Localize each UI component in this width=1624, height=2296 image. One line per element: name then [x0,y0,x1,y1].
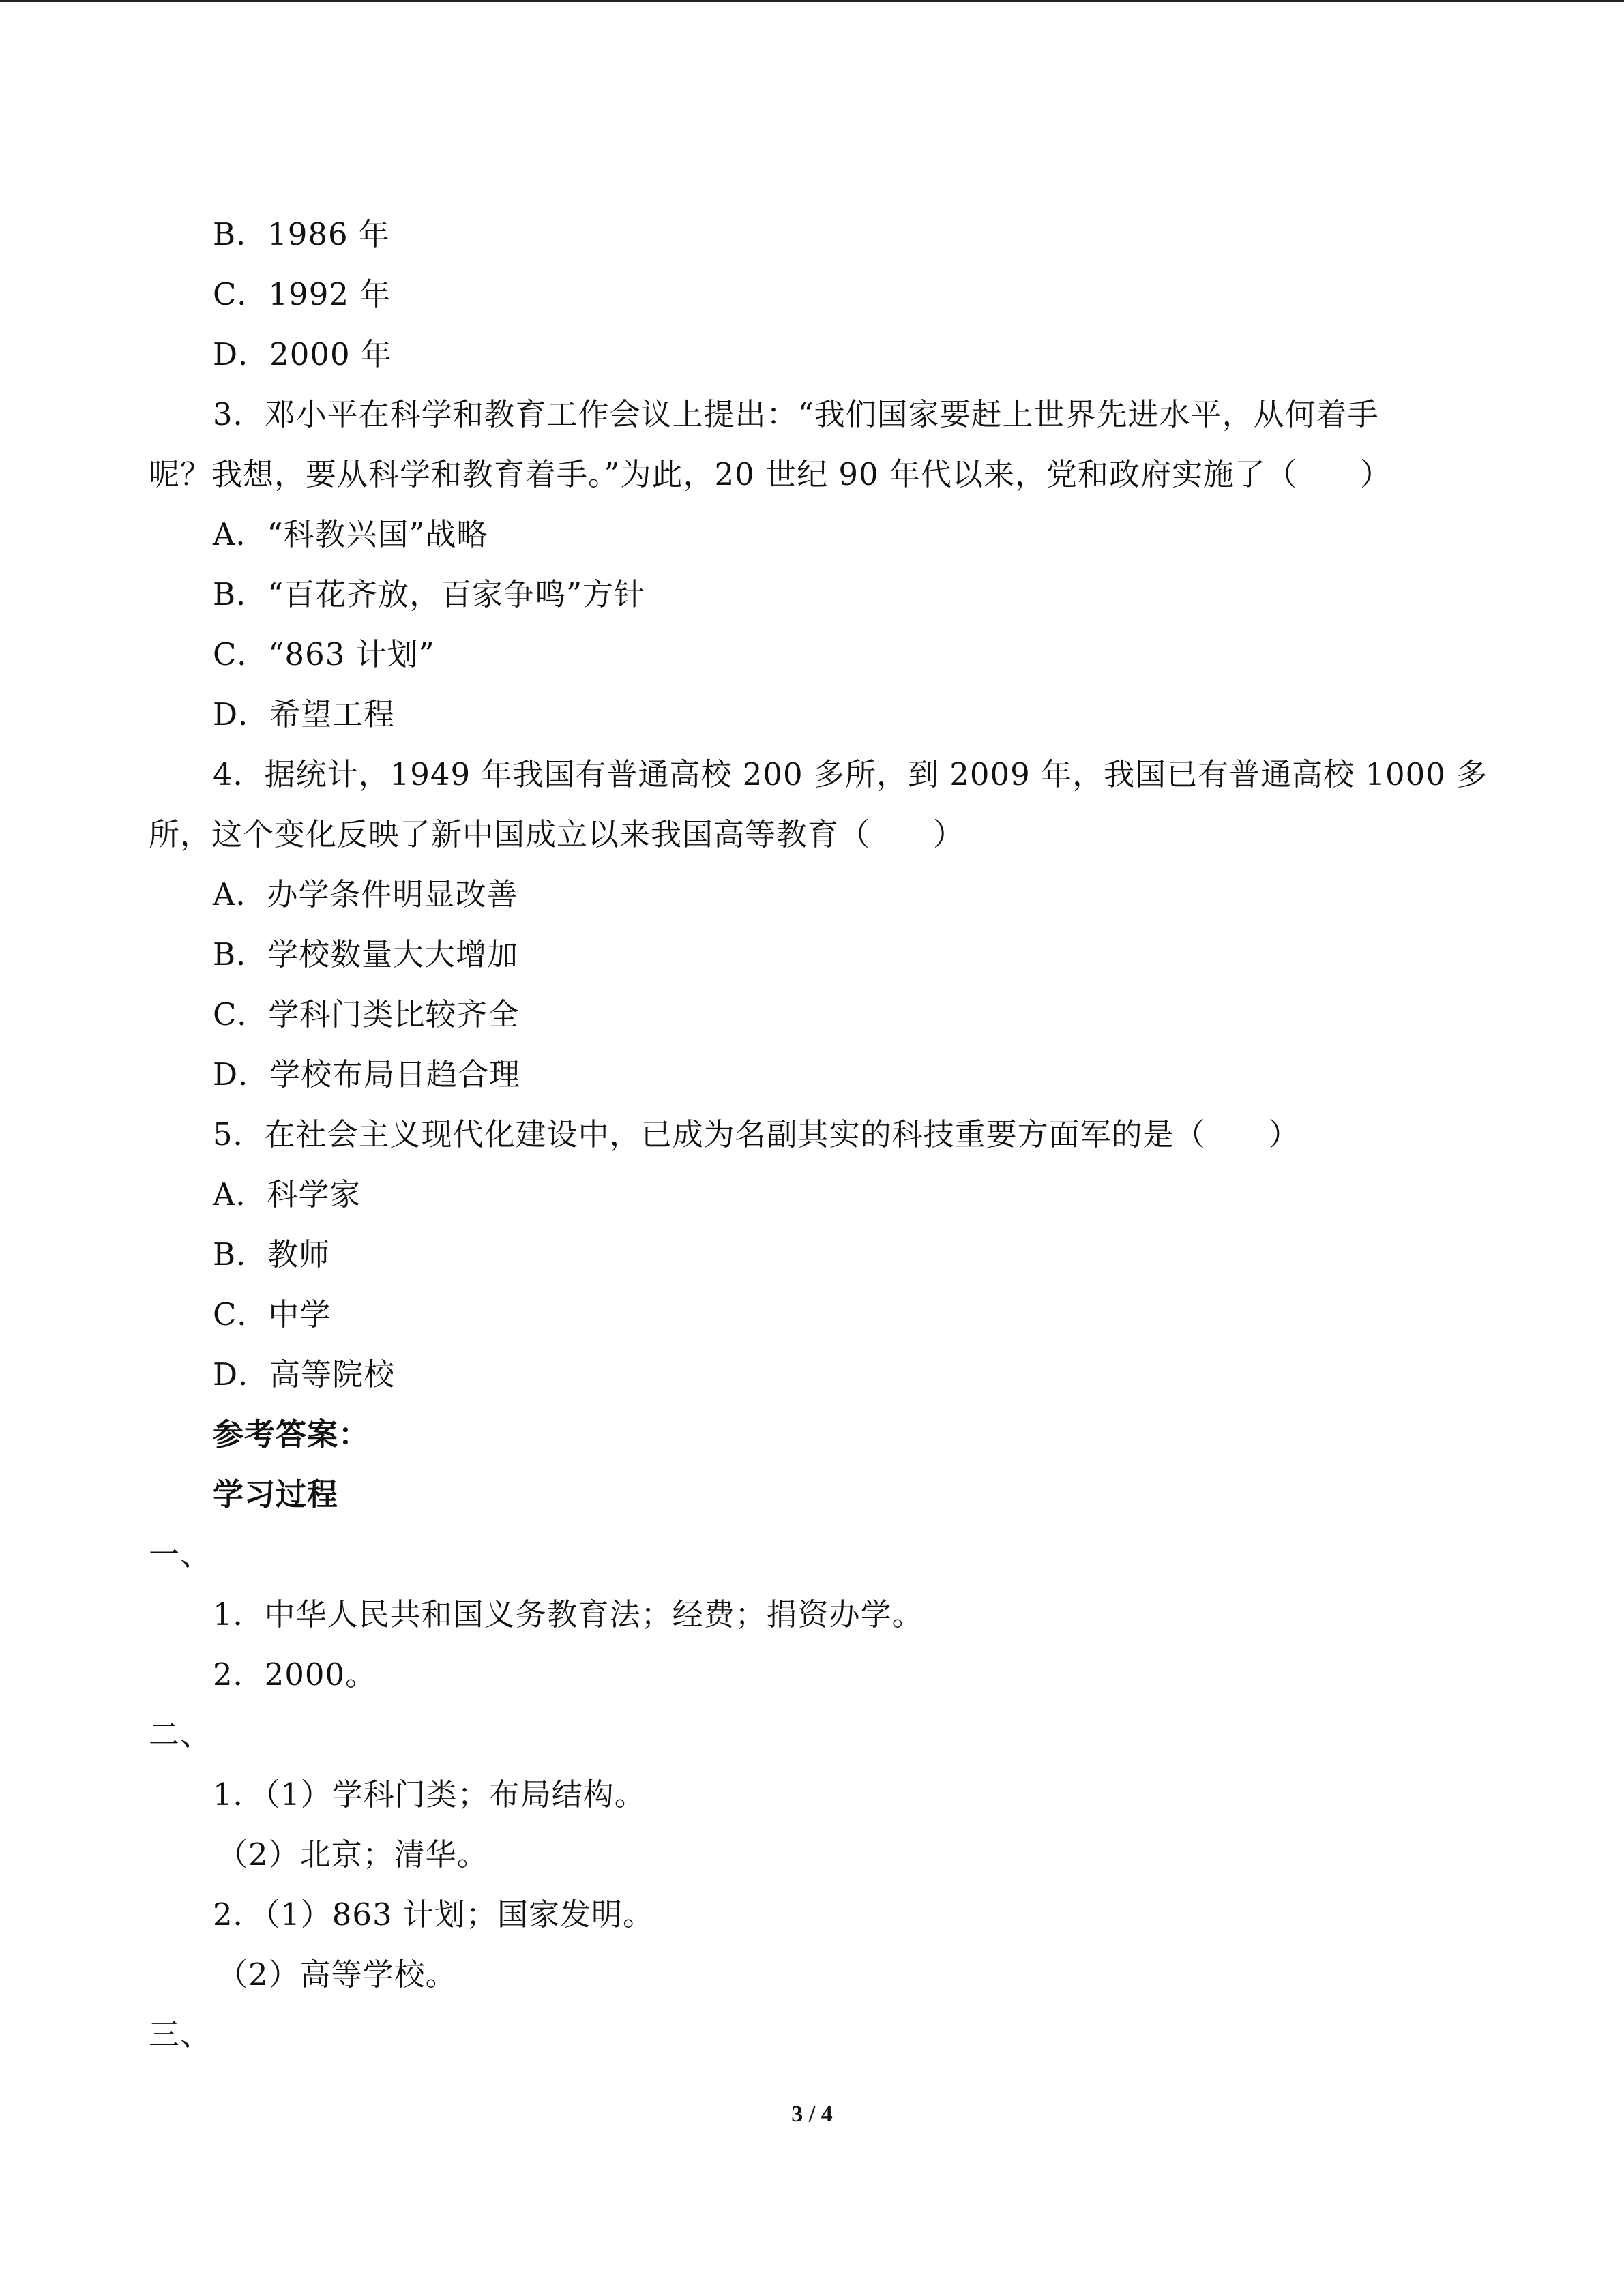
q5-option-d: D．高等院校 [213,1356,396,1392]
q5-option-a: A．科学家 [213,1176,361,1212]
q3-option-b: B．“百花齐放，百家争鸣”方针 [213,576,646,612]
q2-option-c: C．1992 年 [213,276,392,312]
answers-part2-item2: 2．（1）863 计划；国家发明。 [213,1896,654,1933]
q2-option-b: B．1986 年 [213,216,390,252]
page-top-border [0,0,1624,2]
answers-heading: 参考答案： [213,1416,370,1452]
answers-part1-item1: 1．中华人民共和国义务教育法；经费；捐资办学。 [213,1596,924,1632]
q4-stem-line-1: 4．据统计，1949 年我国有普通高校 200 多所，到 2009 年，我国已有普通高校 1000 多 [213,756,1488,792]
q5-option-b: B．教师 [213,1236,331,1272]
answers-part2-item1-sub: （2）北京；清华。 [217,1836,488,1873]
q4-option-c: C．学科门类比较齐全 [213,996,520,1032]
answers-part2-item1: 1．（1）学科门类；布局结构。 [213,1776,646,1813]
answers-part1-label: 一、 [149,1536,212,1572]
q4-option-a: A．办学条件明显改善 [213,876,518,912]
answers-part2-label: 二、 [149,1716,212,1753]
answers-part2-item2-sub: （2）高等学校。 [217,1956,457,1993]
q3-option-c: C．“863 计划” [213,636,435,672]
answers-part1-item2: 2．2000。 [213,1656,377,1693]
q3-option-d: D．希望工程 [213,696,396,732]
q3-stem-line-1: 3．邓小平在科学和教育工作会议上提出：“我们国家要赶上世界先进水平，从何着手 [213,396,1379,432]
q3-stem-line-2: 呢？我想，要从科学和教育着手。”为此，20 世纪 90 年代以来，党和政府实施了（ ） [149,456,1391,492]
q4-option-d: D．学校布局日趋合理 [213,1056,521,1092]
answers-subheading: 学习过程 [213,1476,339,1512]
answers-part3-label: 三、 [149,2016,212,2053]
page-number: 3 / 4 [791,2102,833,2127]
q5-option-c: C．中学 [213,1296,331,1332]
q3-option-a: A．“科教兴国”战略 [213,516,488,552]
q5-stem: 5．在社会主义现代化建设中，已成为名副其实的科技重要方面军的是（ ） [213,1116,1300,1152]
q4-stem-line-2: 所，这个变化反映了新中国成立以来我国高等教育（ ） [149,816,965,852]
q2-option-d: D．2000 年 [213,336,392,372]
q4-option-b: B．学校数量大大增加 [213,936,519,972]
